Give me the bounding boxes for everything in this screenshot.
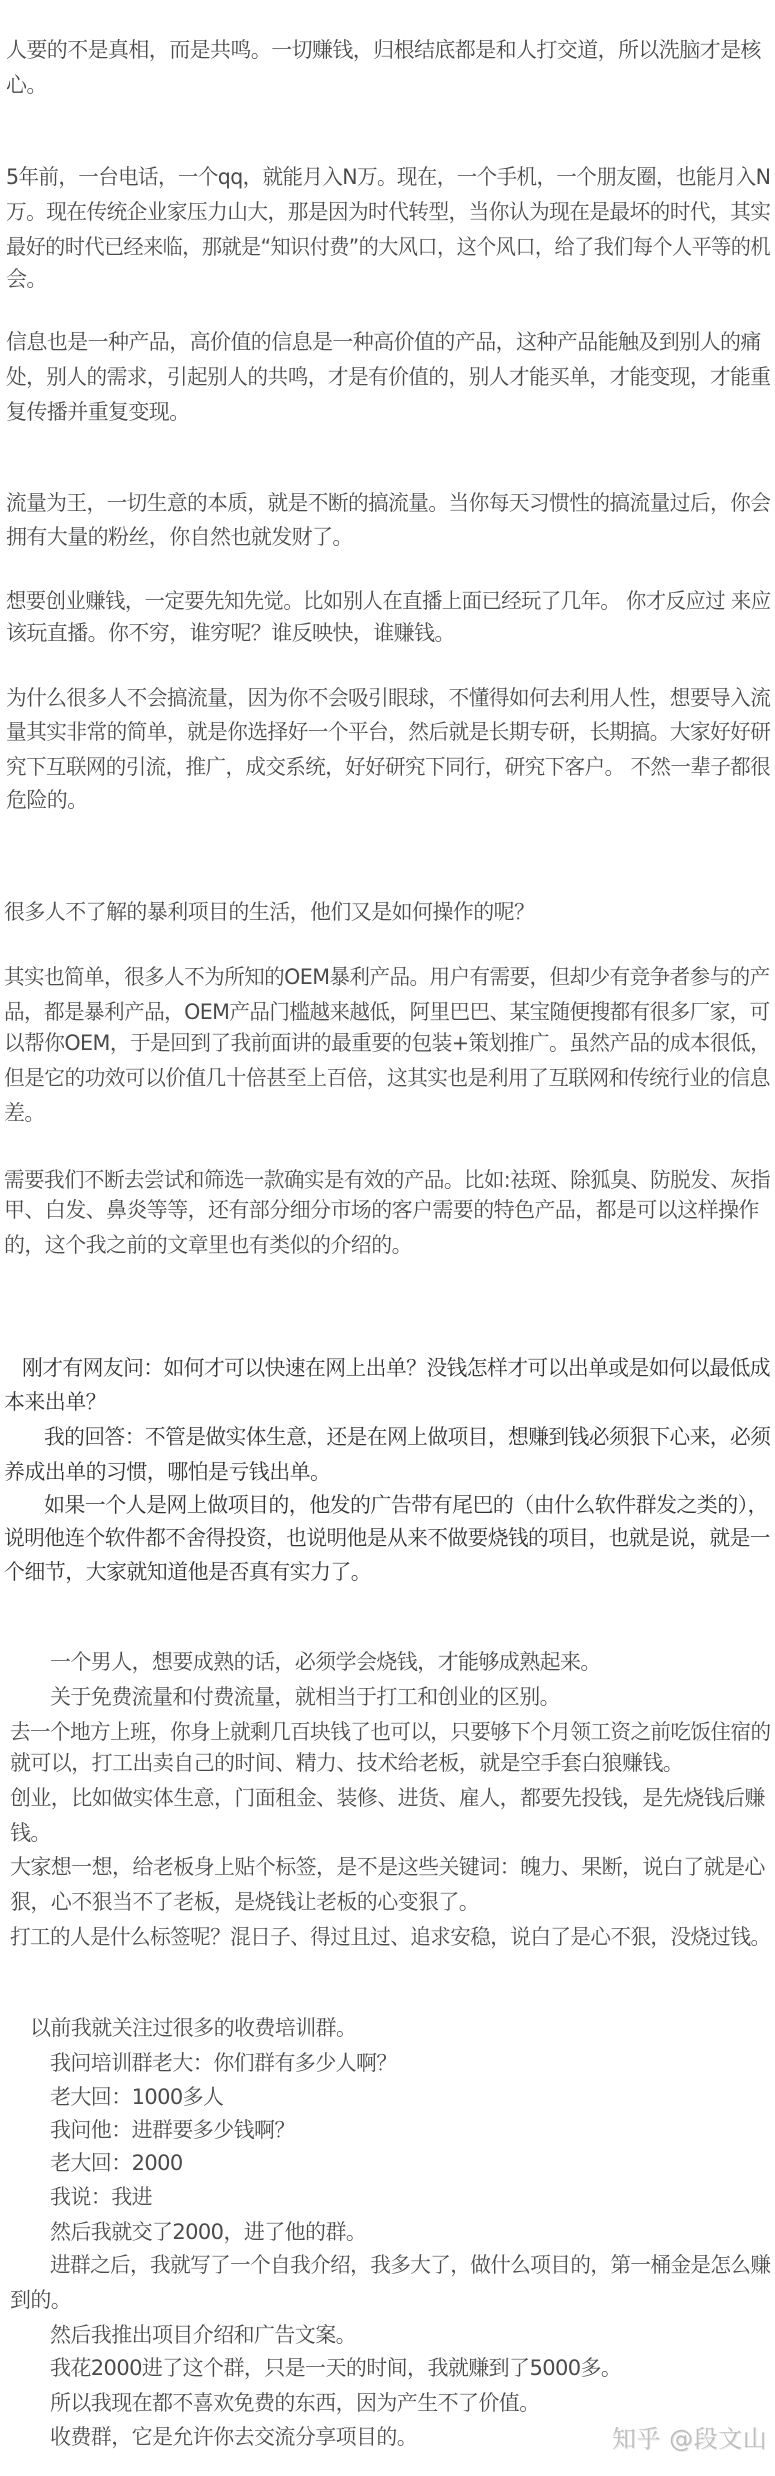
text-line: 关于免费流量和付费流量，就相当于打工和创业的区别。 xyxy=(50,1685,560,1709)
text-line: 老大回：2000 xyxy=(50,2151,183,2175)
text-line: 去一个地方上班，你身上就剩几百块钱了也可以，只要够下个月领工资之前吃饭住宿的 xyxy=(10,1720,771,1744)
text-line: 甲、白发、鼻炎等等，还有部分细分市场的客户需要的特色产品，都是可以这样操作 xyxy=(4,1198,759,1222)
text-line: 差。 xyxy=(4,1101,45,1125)
text-line: 如果一个人是网上做项目的，他发的广告带有尾巴的（由什么软件群发之类的）， xyxy=(44,1493,768,1517)
text-line: 心。 xyxy=(6,73,47,97)
text-line: 人要的不是真相，而是共鸣。一切赚钱，归根结底都是和人打交道，所以洗脑才是核 xyxy=(6,38,761,62)
text-line: 创业，比如做实体生意，门面租金、装修、进货、雇人，都要先投钱，是先烧钱后赚 xyxy=(10,1786,765,1810)
text-line: 很多人不了解的暴利项目的生活，他们又是如何操作的呢？ xyxy=(4,900,535,924)
text-line: 复传播并重复变现。 xyxy=(6,400,190,424)
text-line: 到的。 xyxy=(10,2288,72,2312)
text-line: 信息也是一种产品，高价值的信息是一种高价值的产品，这种产品能触及到别人的痛 xyxy=(6,330,761,354)
text-line: 然后我推出项目介绍和广告文案。 xyxy=(50,2323,356,2347)
text-line: 最好的时代已经来临，那就是“知识付费”的大风口，这个风口，给了我们每个人平等的机 xyxy=(6,235,770,259)
text-line: 收费群，它是允许你去交流分享项目的。 xyxy=(50,2425,418,2449)
text-line: 会。 xyxy=(6,267,47,291)
text-line: 究下互联网的引流，推广，成交系统，好好研究下同行，研究下客户。 不然一辈子都很 xyxy=(6,755,771,779)
text-line: 拥有大量的粉丝，你自然也就发财了。 xyxy=(6,525,353,549)
text-line: 大家想一想，给老板身上贴个标签，是不是这些关键词：魄力、果断，说白了就是心 xyxy=(10,1855,765,1879)
text-line: 的，这个我之前的文章里也有类似的介绍的。 xyxy=(4,1233,412,1257)
text-line: 我问培训群老大：你们群有多少人啊？ xyxy=(50,2051,397,2075)
text-line: 所以我现在都不喜欢免费的东西，因为产生不了价值。 xyxy=(50,2391,540,2415)
text-line: 我问他：进群要多少钱啊？ xyxy=(50,2118,295,2142)
text-line: 打工的人是什么标签呢？混日子、得过且过、追求安稳，说白了是心不狠，没烧过钱。 xyxy=(10,1925,771,1949)
text-line: 品，都是暴利产品，OEM产品门槛越来越低，阿里巴巴、某宝随便搜都有很多厂家，可 xyxy=(4,1000,770,1024)
text-line: 钱。 xyxy=(10,1821,51,1845)
text-line: 万。现在传统企业家压力山大，那是因为时代转型，当你认为现在是最坏的时代，其实 xyxy=(6,200,771,224)
text-line: 但是它的功效可以价值几十倍甚至上百倍，这其实也是利用了互联网和传统行业的信息 xyxy=(4,1066,770,1090)
text-line: 养成出单的习惯，哪怕是亏钱出单。 xyxy=(4,1460,331,1484)
text-line: 进群之后，我就写了一个自我介绍，我多大了，做什么项目的，第一桶金是怎么赚 xyxy=(50,2253,771,2277)
text-line: 处，别人的需求，引起别人的共鸣，才是有价值的，别人才能买单，才能变现，才能重 xyxy=(6,365,771,389)
text-line: 为什么很多人不会搞流量，因为你不会吸引眼球，不懂得如何去利用人性，想要导入流 xyxy=(6,686,771,710)
text-line: 然后我就交了2000，进了他的群。 xyxy=(50,2220,367,2244)
zhihu-watermark: 知乎 @段文山 xyxy=(612,2425,768,2453)
text-line: 就可以，打工出卖自己的时间、精力、技术给老板，就是空手套白狼赚钱。 xyxy=(10,1751,684,1775)
text-line: 一个男人，想要成熟的话，必须学会烧钱，才能够成熟起来。 xyxy=(50,1650,601,1674)
text-line: 5年前，一台电话，一个qq，就能月入N万。现在，一个手机，一个朋友圈，也能月入N xyxy=(6,165,771,189)
text-line: 我花2000进了这个群，只是一天的时间，我就赚到了5000多。 xyxy=(50,2356,622,2380)
text-line: 危险的。 xyxy=(6,788,88,812)
text-line: 该玩直播。你不穷，谁穷呢？谁反映快，谁赚钱。 xyxy=(6,621,455,645)
text-line: 以前我就关注过很多的收费培训群。 xyxy=(30,2016,357,2040)
text-line: 我说：我进 xyxy=(50,2185,152,2209)
text-line: 我的回答：不管是做实体生意，还是在网上做项目，想赚到钱必须狠下心来，必须 xyxy=(44,1425,771,1449)
text-line: 刚才有网友问：如何才可以快速在网上出单？没钱怎样才可以出单或是如何以最低成 xyxy=(22,1356,771,1380)
text-line: 想要创业赚钱，一定要先知先觉。比如别人在直播上面已经玩了几年。 你才反应过 来应 xyxy=(6,589,771,613)
text-line: 狠，心不狠当不了老板，是烧钱让老板的心变狠了。 xyxy=(10,1890,480,1914)
text-line: 需要我们不断去尝试和筛选一款确实是有效的产品。比如:祛斑、除狐臭、防脱发、灰指 xyxy=(4,1168,771,1192)
text-line: 老大回：1000多人 xyxy=(50,2085,224,2109)
text-line: 说明他连个软件都不舍得投资，也说明他是从来不做要烧钱的项目，也就是说，就是一 xyxy=(4,1526,770,1550)
text-line: 流量为王，一切生意的本质，就是不断的搞流量。当你每天习惯性的搞流量过后，你会 xyxy=(6,491,771,515)
text-line: 其实也简单，很多人不为所知的OEM暴利产品。用户有需要，但却少有竞争者参与的产 xyxy=(4,965,770,989)
text-line: 个细节，大家就知道他是否真有实力了。 xyxy=(4,1560,372,1584)
text-line: 量其实非常的简单，就是你选择好一个平台，然后就是长期专研，长期搞。大家好好研 xyxy=(6,720,771,744)
text-line: 本来出单？ xyxy=(4,1390,106,1414)
text-line: 以帮你OEM，于是回到了我前面讲的最重要的包装+策划推广。虽然产品的成本很低， xyxy=(4,1031,771,1055)
